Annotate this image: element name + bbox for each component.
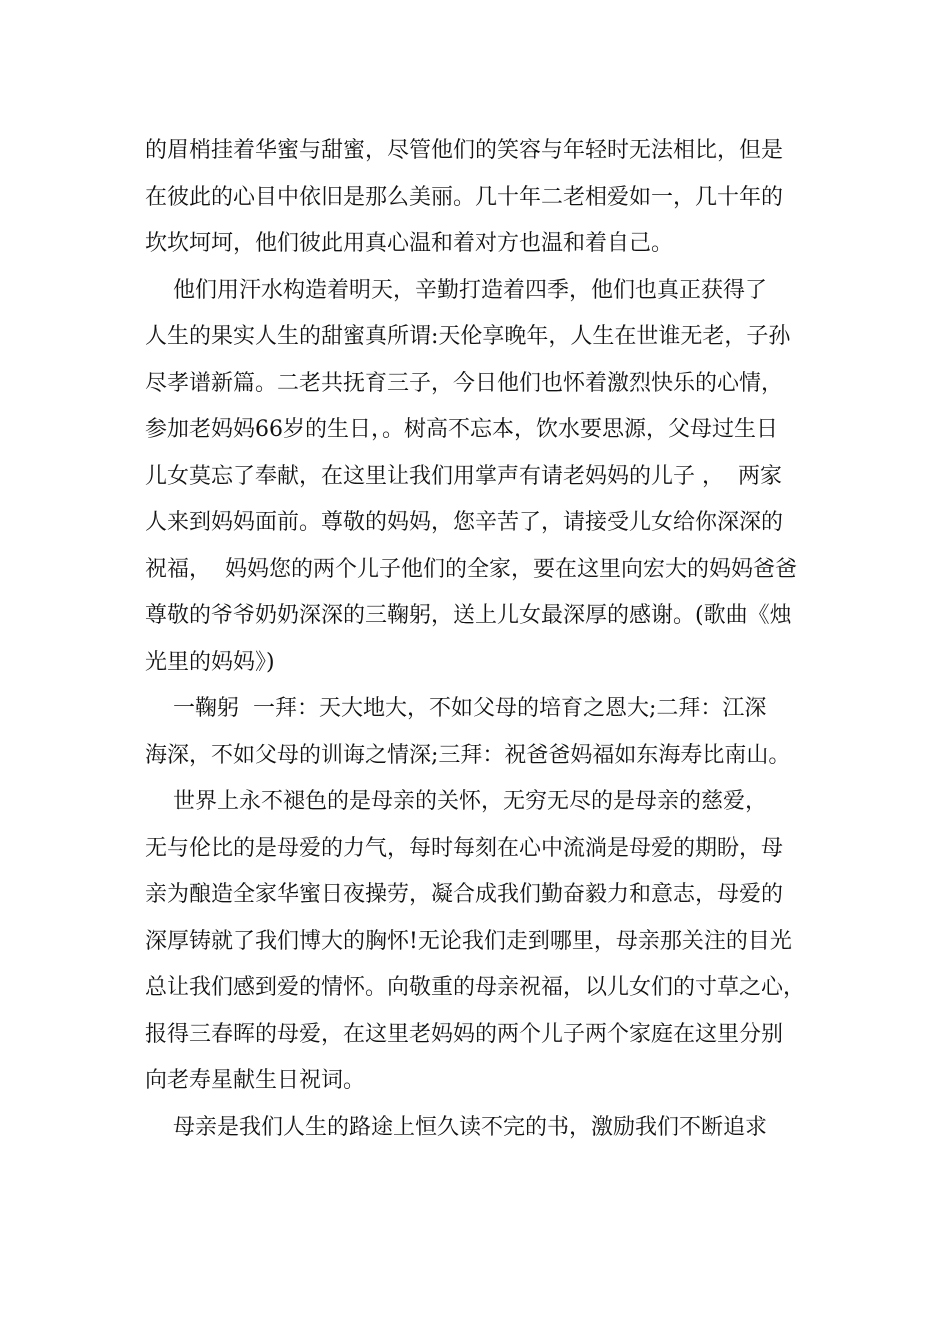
text-line: 人来到妈妈面前。尊敬的妈妈，您辛苦了，请接受儿女给你深深的 bbox=[145, 510, 784, 535]
text-line: 海深，不如父母的训诲之情深;三拜：祝爸爸妈福如东海寿比南山。 bbox=[145, 742, 791, 768]
text-line: 儿女莫忘了奉献，在这里让我们用掌声有请老妈妈的儿子 ， 两家 bbox=[145, 463, 782, 489]
text-line: 亲为酿造全家华蜜日夜操劳，凝合成我们勤奋毅力和意志，母爱的 bbox=[145, 882, 784, 907]
text-line: 无与伦比的是母爱的力气，每时每刻在心中流淌是母爱的期盼，母 bbox=[145, 835, 784, 861]
paragraph-4 bbox=[145, 779, 815, 1105]
text-line: 他们用汗水构造着明天，辛勤打造着四季，他们也真正获得了 bbox=[145, 277, 767, 303]
text-line: 人生的果实人生的甜蜜真所谓:天伦享晚年，人生在世谁无老，子孙 bbox=[145, 324, 791, 349]
paragraph-2 bbox=[145, 268, 815, 687]
paragraph-3 bbox=[145, 686, 815, 779]
paragraph-1 bbox=[145, 128, 815, 268]
text-line: 向老寿星献生日祝词。 bbox=[145, 1068, 366, 1093]
paragraph-5 bbox=[145, 1105, 815, 1152]
document-body bbox=[145, 128, 815, 1151]
text-line: 深厚铸就了我们博大的胸怀!无论我们走到哪里，母亲那关注的目光 bbox=[145, 928, 792, 954]
text-line: 在彼此的心目中依旧是那么美丽。几十年二老相爱如一，几十年的 bbox=[145, 184, 784, 210]
text-line: 报得三春晖的母爱，在这里老妈妈的两个儿子两个家庭在这里分别 bbox=[145, 1021, 784, 1047]
text-line: 尊敬的爷爷奶奶深深的三鞠躬，送上儿女最深厚的感谢。(歌曲《烛 bbox=[145, 603, 792, 628]
text-line: 一鞠躬 一拜：天大地大，不如父母的培育之恩大;二拜：江深 bbox=[145, 696, 767, 721]
text-line: 光里的妈妈》) bbox=[145, 649, 275, 675]
text-line: 坎坎坷坷，他们彼此用真心温和着对方也温和着自己。 bbox=[145, 231, 674, 256]
text-line: 的眉梢挂着华蜜与甜蜜，尽管他们的笑容与年轻时无法相比，但是 bbox=[145, 138, 784, 163]
text-line: 母亲是我们人生的路途上恒久读不完的书，激励我们不断追求 bbox=[145, 1114, 767, 1140]
text-line: 参加老妈妈66岁的生日，。树高不忘本，饮水要思源，父母过生日 bbox=[145, 417, 778, 442]
text-line: 世界上永不褪色的是母亲的关怀，无穷无尽的是母亲的慈爱， bbox=[145, 789, 767, 814]
text-line: 尽孝谱新篇。二老共抚育三子，今日他们也怀着激烈快乐的心情， bbox=[145, 370, 784, 396]
text-line: 总让我们感到爱的情怀。向敬重的母亲祝福，以儿女们的寸草之心， bbox=[145, 975, 806, 1000]
text-line: 祝福， 妈妈您的两个儿子他们的全家，要在这里向宏大的妈妈爸爸 bbox=[145, 556, 797, 582]
